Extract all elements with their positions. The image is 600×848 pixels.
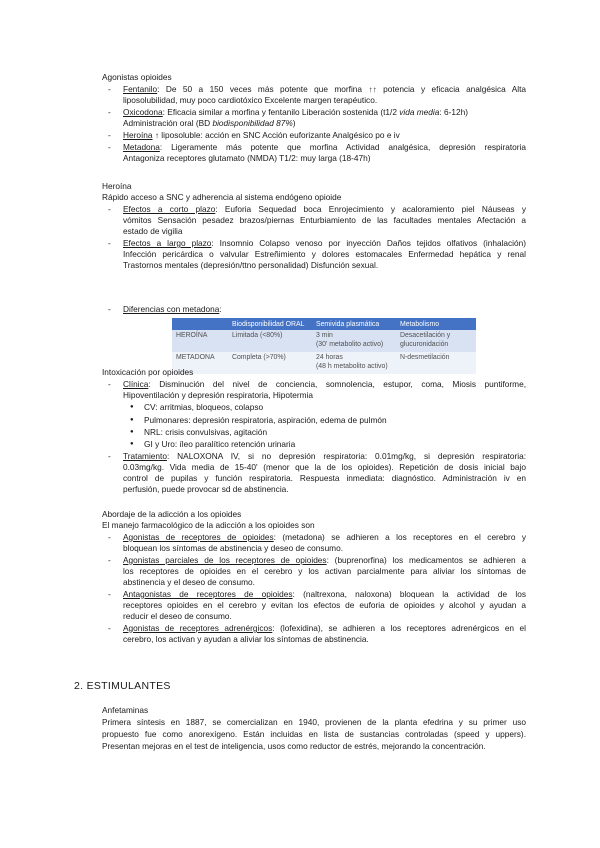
list-dash: - (108, 130, 111, 140)
list-item-continuation: bloquean los síntomas de abstinencia y deseo de consumo. (123, 543, 344, 553)
list-item-continuation: los receptores de opioides en el cerebro y los activan parcialmente para aliviar los síntomas de (123, 566, 526, 576)
list-item-continuation: abstinencia y el deseo de consumo. (123, 577, 255, 587)
list-dash: - (108, 532, 111, 542)
table-cell (312, 330, 396, 352)
table-header: Semivida plasmática (312, 318, 396, 330)
cell-line: 24 horas (316, 354, 343, 361)
text: ↑ liposoluble: acción en SNC Acción euforizante Analgésico po e iv (152, 130, 400, 140)
paragraph-line: Primera síntesis en 1887, se comercializan en 1940, provienen de la planta efedrina y su primer uso (102, 717, 526, 727)
list-dash: - (108, 451, 111, 461)
list-item-clinica (123, 379, 526, 390)
section-title-heroina: Heroína (102, 181, 132, 191)
list-item-continuation: Antagoniza receptores glutamato (NMDA) T1/2: muy larga (18-47h) (123, 153, 371, 163)
text: : (buprenorfina) los medicamentos se adhieren a (326, 555, 526, 565)
term: Efectos a corto plazo (123, 204, 216, 214)
list-item-diferencias (123, 304, 526, 315)
text: : Ligeramente más potente que morfina Actividad analgésica, depresión respiratoria (159, 142, 526, 152)
list-item-continuation (123, 118, 526, 129)
list-item-continuation: Trastornos mentales (depresión/ttno personalidad) Disfunción sexual. (123, 260, 379, 270)
list-item-continuation: Infección pericárdica o valvular Estreñimiento y dolores estomacales Enfermedad hepática y renal (123, 249, 526, 259)
term: Fentanilo (123, 84, 158, 94)
term: Agonistas parciales de los receptores de opioides (123, 555, 327, 565)
paragraph-line: Presentan mejoras en el test de inteligencia, usos como reductor de estrés, mejorando la concentración. (102, 741, 486, 751)
paragraph-line: propuesto fue como anorexígeno. Están incluidas en lista de sustancias controladas (speed y uppers). (102, 729, 526, 739)
text: biodisponibilidad 87% (212, 118, 293, 128)
text: : Insomnio Colapso venoso por inyección Daños tejidos olfativos (inhalación) (211, 238, 526, 248)
term: Oxicodona (123, 107, 163, 117)
section-subtitle: El manejo farmacológico de la adicción a los opioides son (102, 520, 315, 530)
section-title-abordaje: Abordaje de la adicción a los opioides (102, 509, 242, 519)
cell-line: 3 min (316, 332, 333, 339)
list-dash: - (108, 238, 111, 248)
table-row (172, 352, 476, 374)
bullet-item: CV: arritmias, bloqueos, colapso (144, 402, 264, 412)
bullet-icon: ● (130, 404, 134, 410)
table-header: Metabolismo (396, 318, 476, 330)
bullet-item: NRL: crisis convulsivas, agitación (144, 427, 268, 437)
text: ) (292, 118, 296, 128)
list-item-corto-plazo (123, 204, 526, 215)
table-header: Biodisponibilidad ORAL (228, 318, 312, 330)
list-dash: - (108, 107, 111, 117)
comparison-table (172, 318, 476, 374)
section-heading-estimulantes: 2. ESTIMULANTES (74, 680, 171, 692)
list-item-continuation: liposolubilidad, muy poco cardiotóxico Excelente margen terapéutico. (123, 95, 378, 105)
table-cell (396, 330, 476, 352)
list-item-agonistas (123, 532, 526, 543)
bullet-item: Pulmonares: depresión respiratoria, aspiración, edema de pulmón (144, 415, 387, 425)
list-item-heroina (123, 130, 526, 141)
text: : Eficacia similar a morfina y fentanilo Liberación sostenida (t1/2 (162, 107, 400, 117)
term: Heroína (123, 130, 153, 140)
cell-line: (30' metabolito activo) (316, 341, 384, 348)
cell-line: glucuronidación (400, 341, 449, 348)
term: Agonistas de receptores adrenérgicos (123, 623, 273, 633)
list-item-adrenergicos (123, 623, 526, 634)
list-dash: - (108, 304, 111, 314)
term: Antagonistas de receptores de opioides (123, 589, 293, 599)
text: : De 50 a 150 veces más potente que morfina ↑↑ potencia y eficacia analgésica Alta (157, 84, 526, 94)
section-subtitle-anfetaminas: Anfetaminas (102, 705, 149, 715)
table-cell: Completa (>70%) (228, 352, 312, 374)
list-item-continuation: cerebro, los activan y ayudan a aliviar los síntomas de abstinencia. (123, 634, 369, 644)
table-cell: Limitada (<80%) (228, 330, 312, 352)
bullet-icon: ● (130, 441, 134, 447)
table-cell (312, 352, 396, 374)
list-item-fentanilo (123, 84, 526, 95)
list-item-continuation: control de pupilas y función respiratoria. Respuesta inmediata: diagnóstico. Administración iv en (123, 473, 526, 483)
list-dash: - (108, 204, 111, 214)
term: Efectos a largo plazo (123, 238, 212, 248)
list-item-oxicodona (123, 107, 526, 118)
bullet-icon: ● (130, 429, 134, 435)
text: : Euforia Sequedad boca Enrojecimiento y acaloramiento piel Náuseas y (215, 204, 526, 214)
term: Clínica (123, 379, 149, 389)
section-subtitle: Rápido acceso a SNC y adherencia al sistema endógeno opioide (102, 192, 342, 202)
text: : (219, 304, 222, 314)
section-title-intoxicacion: Intoxicación por opioides (102, 367, 194, 377)
list-item-continuation: 0.03mg/kg. Vida media de 15-40' (menor que la de los opioides). Repetición de dosis inicial bajo (123, 462, 526, 472)
list-item-largo-plazo (123, 238, 526, 249)
list-dash: - (108, 589, 111, 599)
text: : 6-12h) (439, 107, 468, 117)
text: : (metadona) se adhieren a los receptores en el cerebro y (273, 532, 526, 542)
text: : NALOXONA IV, si no depresión respiratoria: 0.01mg/kg, si depresión respiratoria: (166, 451, 526, 461)
text: vida media (399, 107, 440, 117)
list-dash: - (108, 84, 111, 94)
section-title-agonistas: Agonistas opioides (102, 72, 172, 82)
table-row (172, 330, 476, 352)
list-item-continuation: perfusión, puede provocar sd de abstinencia. (123, 484, 289, 494)
cell-line: N-desmetilación (400, 354, 450, 361)
list-dash: - (108, 379, 111, 389)
table-header (172, 318, 228, 330)
table-cell: METADONA (172, 352, 228, 374)
term: Diferencias con metadona (123, 304, 220, 314)
list-dash: - (108, 623, 111, 633)
term: Tratamiento (123, 451, 167, 461)
term: Metadona (123, 142, 160, 152)
list-item-continuation: receptores opioides en el cerebro y evitan los efectos de euforia de opioides y alcohol y ayudan a (123, 600, 526, 610)
bullet-icon: ● (130, 417, 134, 423)
bullet-item: GI y Uro: íleo paralítico retención urinaria (144, 439, 296, 449)
list-item-continuation: Hipoventilación y depresión respiratoria, Hipotermia (123, 390, 313, 400)
text: Administración oral (BD (123, 118, 213, 128)
list-item-antagonistas (123, 589, 526, 600)
list-item-continuation: vómitos Sensación pesadez brazos/piernas Enturbiamiento de las facultades mentales Afectación a (123, 215, 526, 225)
text: : (lofexidina), se adhieren a los receptores adrenérgicos en el (272, 623, 526, 633)
list-item-continuation: estado de vigilia (123, 226, 183, 236)
cell-line: Desacetilación y (400, 332, 451, 339)
text: : (naltrexona, naloxona) bloquean la actividad de los (292, 589, 526, 599)
text: : Disminución del nivel de conciencia, somnolencia, estupor, coma, Miosis puntiforme, (148, 379, 526, 389)
list-item-tratamiento (123, 451, 526, 462)
list-item-metadona (123, 142, 526, 153)
list-item-continuation: reducir el deseo de consumo. (123, 611, 232, 621)
cell-line: (48 h metabolito activo) (316, 363, 388, 370)
table-header-row (172, 318, 476, 330)
term: Agonistas de receptores de opioides (123, 532, 274, 542)
list-dash: - (108, 142, 111, 152)
list-dash: - (108, 555, 111, 565)
table-cell (396, 352, 476, 374)
list-item-agonistas-parciales (123, 555, 526, 566)
table-cell: HEROÍNA (172, 330, 228, 352)
